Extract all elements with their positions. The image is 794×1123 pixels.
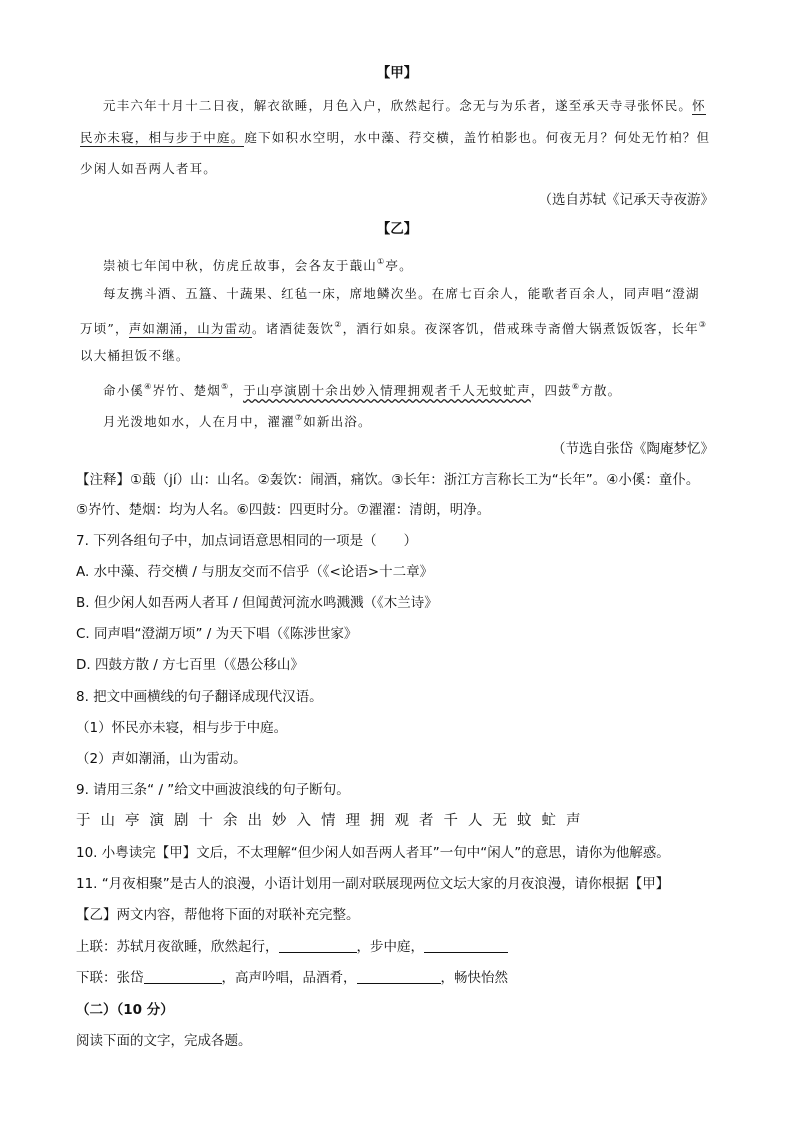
- q10-stem: 10. 小粤读完【甲】文后，不太理解“但少闲人如吾两人者耳”一句中“闲人”的意思，请你为他解惑。: [76, 845, 670, 861]
- jia-line-3: 少闲人如吾两人者耳。: [80, 161, 218, 176]
- wavy-sentence: 于山亭演剧十余出妙入情理拥观者千人无蚊虻声: [243, 383, 531, 398]
- blank-lower-2[interactable]: [357, 971, 441, 984]
- q7-option-c: C. 同声唱“澄湖万顷” / 为天下唱（《陈涉世家》: [76, 626, 358, 642]
- q7-option-a: A. 水中藻、荇交横 / 与朋友交而不信乎（《<论语>十二章》: [76, 564, 434, 580]
- blank-upper-2[interactable]: [424, 940, 508, 953]
- section-2-title: （二）（10 分）: [76, 1002, 174, 1018]
- section-2-intro: 阅读下面的文字，完成各题。: [76, 1033, 252, 1049]
- blank-lower-1[interactable]: [144, 971, 222, 984]
- q7-option-b: B. 但少闲人如吾两人者耳 / 但闻黄河流水鸣溅溅（《木兰诗》: [76, 595, 438, 611]
- q7-stem: 7. 下列各组句子中，加点词语意思相同的一项是（ ）: [76, 533, 418, 549]
- couplet-lower: 下联：张岱 ，高声吟唱，品酒肴， ，畅快怡然: [76, 970, 508, 986]
- yi-line-2: 每友携斗酒、五簋、十蔬果、红毡一床，席地鳞次坐。在席七百余人，能歌者百余人，同声唱“澄湖: [103, 286, 700, 301]
- q9-sentence: 于山亭演剧十余出妙入情理拥观者千人无蚊虻声: [76, 813, 591, 829]
- yi-line-5: 命小傒④岕竹、楚烟⑤，于山亭演剧十余出妙入情理拥观者千人无蚊虻声，四鼓⑥方散。: [103, 382, 622, 398]
- yi-title: 【乙】: [376, 221, 418, 237]
- couplet-upper: 上联：苏轼月夜欲睡，欣然起行， ，步中庭，: [76, 938, 508, 956]
- yi-line-1: 崇祯七年闰中秋，仿虎丘故事，会各友于蕺山①亭。: [103, 257, 413, 273]
- blank-upper-1[interactable]: [279, 940, 357, 953]
- yi-line-6: 月光泼地如水，人在月中，濯濯⑦如新出浴。: [103, 413, 372, 429]
- jia-title: 【甲】: [376, 65, 418, 81]
- q8-sentence-1: （1）怀民亦未寝，相与步于中庭。: [76, 720, 288, 736]
- q8-stem: 8. 把文中画横线的句子翻译成现代汉语。: [76, 689, 323, 705]
- q9-stem: 9. 请用三条“ / ”给文中画波浪线的句子断句。: [76, 782, 350, 798]
- jia-source: （选自苏轼《记承天寺夜游》: [538, 192, 714, 208]
- yi-source: （节选自张岱《陶庵梦忆》: [552, 441, 714, 457]
- q11-stem-2: 【乙】两文内容，帮他将下面的对联补充完整。: [76, 907, 360, 923]
- notes-line-1: 【注释】①蕺（jí）山：山名。②轰饮：闹酒，痛饮。③长年：浙江方言称长工为“长年”。④小傒：童仆。: [76, 472, 700, 488]
- q7-option-d: D. 四鼓方散 / 方七百里（《愚公移山》: [76, 657, 304, 673]
- q11-stem-1: 11. “月夜相聚”是古人的浪漫，小语计划用一副对联展现两位文坛大家的月夜浪漫，请你根据【甲】: [76, 876, 670, 892]
- jia-line-2: 民亦未寝，相与步于中庭。庭下如积水空明，水中藻、荇交横，盖竹柏影也。何夜无月？何处无竹柏？但: [80, 130, 711, 145]
- yi-line-4: 以大桶担饭不继。: [80, 348, 190, 363]
- q8-sentence-2: （2）声如潮涌，山为雷动。: [76, 751, 247, 767]
- yi-line-3: 万顷”，声如潮涌，山为雷动。诸酒徒轰饮②，酒行如泉。夜深客饥，借戒珠寺斋僧大锅煮饭饭客，长年③: [80, 320, 708, 336]
- notes-line-2: ⑤岕竹、楚烟：均为人名。⑥四鼓：四更时分。⑦濯濯：清朗，明净。: [76, 502, 491, 518]
- jia-line-1: 元丰六年十月十二日夜，解衣欲睡，月色入户，欣然起行。念无与为乐者，遂至承天寺寻张怀民。怀: [103, 98, 706, 113]
